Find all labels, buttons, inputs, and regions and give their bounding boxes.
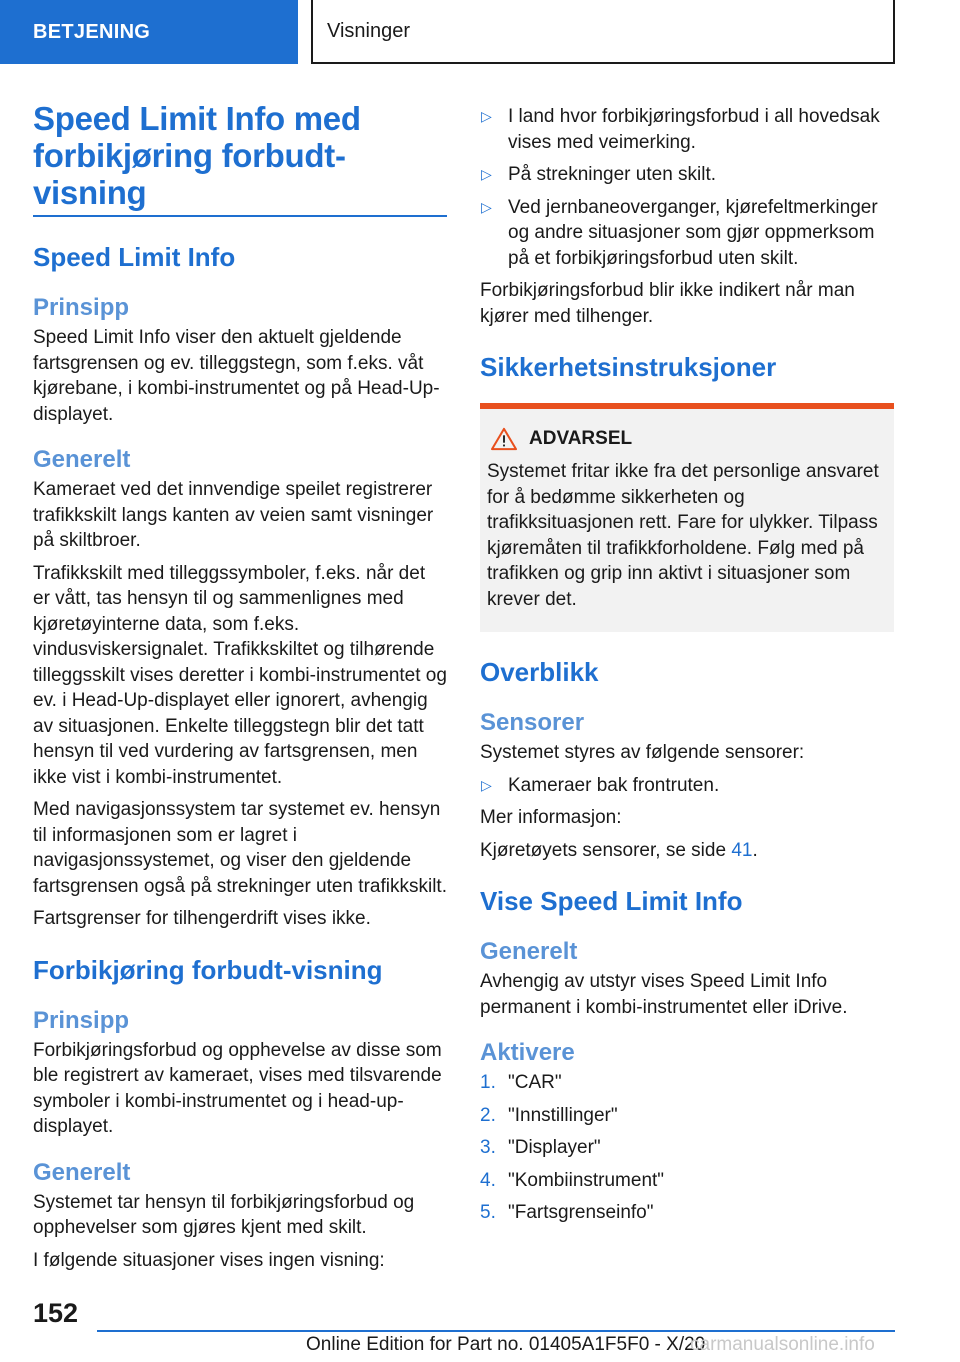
paragraph: Mer informasjon:: [480, 807, 622, 828]
step-item: 1. "CAR": [480, 1072, 562, 1093]
heading-sensorer: Sensorer: [480, 709, 585, 736]
paragraph: Trafikkskilt med tilleggssymboler, f.eks. når det er vått, tas hensyn til og sammenlignes med kjøretøyinterne data, som f.eks. vindusviskersignalet. Trafikkskiltet og tilhørende tilleggsskilt vises deretter i kombi-instrumentet og ev. i Head-Up-displayet eller ignorert, avhengig av situasjonen. Enkelte tilleggstegn blir det tatt hensyn til ved vurdering av fartsgrensen, men ikke vist i kombi-instrumentet.: [33, 562, 447, 788]
paragraph: Systemet tar hensyn til forbikjøringsforbud og opphevelser som gjøres kjent med skilt.: [33, 1191, 415, 1238]
triangle-bullet-icon: ▷: [481, 166, 492, 182]
paragraph: Systemet styres av følgende sensorer:: [480, 742, 805, 763]
warning-text: Systemet fritar ikke fra det personlige ansvaret for å bedømme sikkerheten og trafikksituasjonen rett. Fare for ulykker. Tilpass kjøremåten til trafikkforholdene. Følg med på trafikken og grip inn aktivt i situasjoner som krever det.: [487, 461, 879, 610]
heading-prinsipp-1: Prinsipp: [33, 294, 130, 321]
paragraph: Med navigasjonssystem tar systemet ev. hensyn til informasjonen som er lagret i navigasjonssystemet, og viser den gjeldende fartsgrensen også på strekninger uten trafikkskilt.: [33, 799, 447, 897]
list-item: ▷ På strekninger uten skilt.: [480, 162, 894, 188]
heading-sikkerhet: Sikkerhetsinstruksjoner: [480, 352, 777, 382]
warning-header: [487, 427, 887, 451]
triangle-bullet-icon: ▷: [481, 776, 492, 793]
heading-vise-speed-limit: Vise Speed Limit Info: [480, 886, 743, 916]
heading-forbikjoring: Forbikjøring forbudt-visning: [33, 954, 383, 985]
footer-edition: Online Edition for Part no. 01405A1F5F0 - X/20: [306, 1334, 706, 1355]
paragraph: Kjøretøyets sensorer, se side 41.: [480, 839, 758, 861]
heading-generelt-1: Generelt: [33, 446, 131, 473]
paragraph: Kameraet ved det innvendige speilet registrerer trafikkskilt langs kanten av veien samt visninger på skiltbroer.: [33, 479, 434, 551]
heading-overblikk: Overblikk: [480, 657, 599, 687]
topic-header: Visninger: [311, 0, 895, 64]
watermark: carmanualsonline.info: [690, 1334, 875, 1355]
paragraph: Forbikjøringsforbud og opphevelse av disse som ble registrert av kameraet, vises med tilsvarende symboler i kombi-instrumentet og i head-up-displayet.: [33, 1039, 442, 1137]
heading-generelt-2: Generelt: [33, 1158, 131, 1186]
step-item: 2. "Innstillinger": [480, 1104, 618, 1126]
list-item: ▷ I land hvor forbikjøringsforbud i all hovedsak vises med veimerking.: [481, 106, 880, 153]
page-number: 152: [33, 1298, 79, 1328]
heading-aktivere: Aktivere: [480, 1039, 575, 1066]
triangle-bullet-icon: ▷: [481, 108, 492, 124]
step-item: 3. "Displayer": [480, 1137, 601, 1158]
left-column: [33, 100, 447, 1273]
paragraph: Fartsgrenser for tilhengerdrift vises ikke.: [33, 908, 371, 929]
step-item: 5. "Fartsgrenseinfo": [480, 1202, 654, 1223]
triangle-bullet-icon: ▷: [481, 198, 492, 215]
page-link[interactable]: 41: [731, 839, 753, 861]
paragraph: Speed Limit Info viser den aktuelt gjeldende fartsgrensen og ev. tilleggstegn, som f.eks. våt kjørebane, i kombi-instrumentet og på Head-Up-displayet.: [33, 327, 440, 425]
paragraph: I følgende situasjoner vises ingen visning:: [33, 1249, 385, 1271]
heading-generelt-3: Generelt: [480, 938, 578, 965]
right-column: [480, 104, 894, 1226]
list-item: ▷ Kameraer bak frontruten.: [480, 773, 894, 799]
paragraph: Forbikjøringsforbud blir ikke indikert når man kjører med tilhenger.: [480, 280, 855, 327]
heading-prinsipp-2: Prinsipp: [33, 1006, 130, 1034]
page-title: Speed Limit Info med forbikjøring forbudt-visning: [33, 100, 447, 217]
step-item: 4. "Kombiinstrument": [480, 1169, 665, 1191]
heading-speed-limit-info: Speed Limit Info: [33, 242, 236, 272]
warning-triangle-icon: [489, 427, 519, 451]
footer-divider: [97, 1330, 895, 1332]
warning-title: ADVARSEL: [529, 428, 633, 449]
paragraph: Avhengig av utstyr vises Speed Limit Info permanent i kombi-instrumentet eller iDrive.: [480, 971, 848, 1018]
warning-box: [480, 403, 894, 632]
list-item: ▷ Ved jernbaneoverganger, kjørefeltmerkinger og andre situasjoner som gjør oppmerksom på et forbikjøringsforbud uten skilt.: [481, 196, 878, 269]
section-tab: BETJENING: [0, 0, 298, 64]
